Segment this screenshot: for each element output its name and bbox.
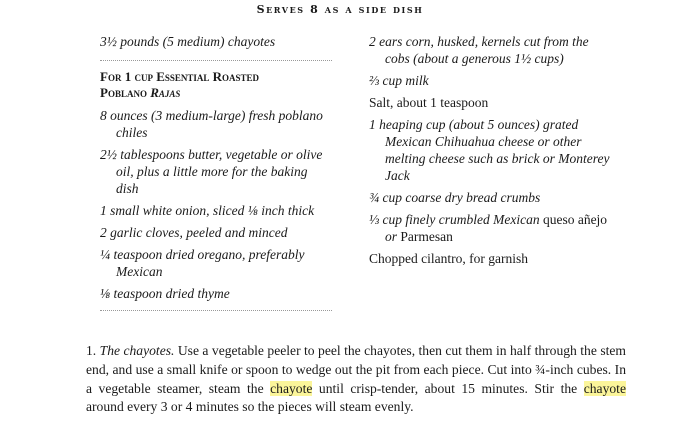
queso-parmesan: Parmesan <box>400 229 453 244</box>
subrecipe-heading <box>100 69 332 101</box>
step-text-2: until crisp-tender, about 15 minutes. Stir the <box>318 380 578 396</box>
ingredients-left-column <box>100 33 332 316</box>
ingredient-onion: 1 small white onion, sliced ⅛ inch thick <box>100 203 315 218</box>
ingredient-cheese: 1 heaping cup (about 5 ounces) grated Mexican Chihuahua cheese or other melting cheese such as brick or Monterey Jack <box>369 117 610 183</box>
step-text-1: Use a vegetable peeler to peel the chayotes, then cut them in half through the stem end, and use a small knife or spoon to wedge out the pit from each piece. Cut into ¾-inch cubes. In a vegetable steamer, steam the <box>86 343 626 396</box>
ingredient-thyme: ⅛ teaspoon dried thyme <box>100 285 332 311</box>
step-text-3: around every 3 or 4 minutes so the pieces will steam evenly. <box>86 399 414 415</box>
queso-line1: ⅓ cup finely crumbled Mexican <box>369 212 540 227</box>
ingredients-right-column <box>369 33 614 272</box>
step-number: 1. <box>86 343 97 358</box>
ingredient-oregano: ¼ teaspoon dried oregano, preferably Mexican <box>100 247 305 279</box>
ingredient-poblano: 8 ounces (3 medium-large) fresh poblano chiles <box>100 108 323 140</box>
ingredient-cilantro: Chopped cilantro, for garnish <box>369 251 528 266</box>
ingredient-corn: 2 ears corn, husked, kernels cut from the cobs (about a generous 1½ cups) <box>369 34 589 66</box>
ingredient-butter: 2½ tablespoons butter, vegetable or olive oil, plus a little more for the baking dish <box>100 147 323 196</box>
ingredient-queso <box>369 211 614 245</box>
ingredient-salt: Salt, about 1 teaspoon <box>369 95 489 110</box>
highlight-chayote-1: chayote <box>270 380 313 396</box>
subrecipe-heading-rajas: Rajas <box>150 85 181 100</box>
ingredient-chayotes: 3½ pounds (5 medium) chayotes <box>100 33 332 61</box>
queso-anejo: queso añejo <box>542 212 608 227</box>
step-1-paragraph <box>86 342 626 417</box>
ingredient-bread-crumbs: ¾ cup coarse dry bread crumbs <box>369 190 541 205</box>
ingredient-garlic: 2 garlic cloves, peeled and minced <box>100 225 288 240</box>
queso-or: or <box>385 229 398 244</box>
ingredient-milk: ⅔ cup milk <box>369 73 429 88</box>
highlight-chayote-2: chayote <box>583 380 626 396</box>
yield-header: Serves 8 as a side dish <box>256 3 424 16</box>
subrecipe-heading-line1: For 1 cup Essential Roasted <box>100 69 260 84</box>
step-title: The chayotes. <box>99 343 175 358</box>
subrecipe-heading-line2: Poblano <box>100 85 147 100</box>
